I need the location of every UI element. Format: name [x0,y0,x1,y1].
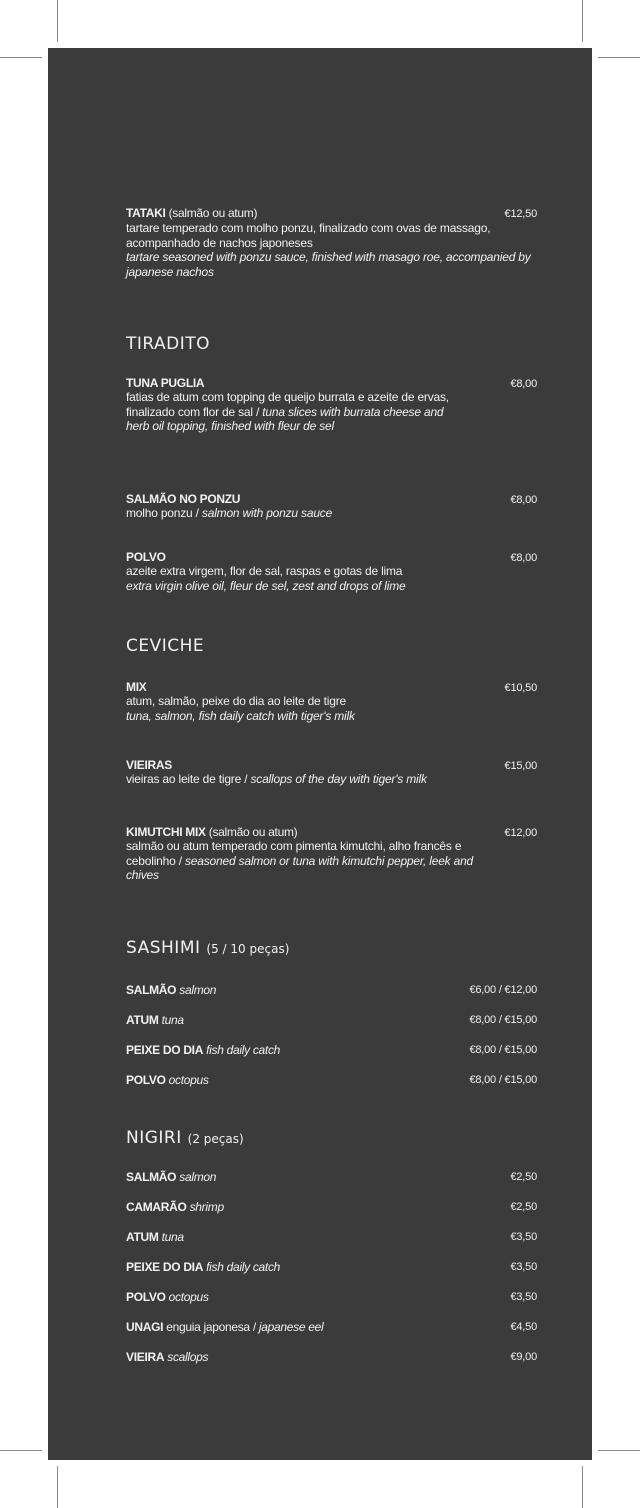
item-price: €2,50 [510,1201,537,1213]
item-desc-en: shrimp [189,1200,224,1214]
section-title-nigiri [126,1128,244,1148]
item-desc-en: tartare seasoned with ponzu sauce, finished with masago roe, accompanied by japanese nachos [126,250,531,279]
item-price: €9,00 [510,1351,537,1363]
item-desc-pt: vieiras ao leite de tigre / [126,772,251,786]
item-price: €15,00 [504,760,537,772]
item-variant: (salmão ou atum) [168,206,258,220]
item-name: VIEIRAS [126,758,172,772]
item-variant: (salmão ou atum) [208,825,298,839]
item-name: KIMUTCHI MIX [126,825,206,839]
item-desc-en: seasoned salmon or tuna with kimutchi pepper, leek and chives [126,853,474,882]
item-price: €12,50 [504,208,537,220]
item-desc-en: octopus [168,1073,209,1087]
item-name: PEIXE DO DIA [126,1043,204,1057]
item-name: TATAKI [126,206,166,220]
item-desc-en: octopus [168,1290,209,1304]
list-item [126,1230,538,1244]
item-price: €8,00 [510,552,537,564]
item-price: €6,00 / €12,00 [469,984,537,996]
item-desc-en: salmon [179,983,217,997]
item-name: TUNA PUGLIA [126,376,205,390]
menu-item-polvo [126,550,538,593]
item-desc-en: fish daily catch [206,1043,281,1057]
item-desc-en: scallops of the day with tiger's milk [250,772,427,786]
crop-mark [0,1450,42,1451]
item-desc-en: japanese eel [258,1320,324,1334]
crop-mark [57,0,58,42]
menu-item-salmao-no-ponzu [126,492,538,521]
item-desc-pt: fatias de atum com topping de queijo burrata e azeite de ervas, finalizado com flor de sal / [126,390,449,419]
item-desc-pt: atum, salmão, peixe do dia ao leite de tigre [126,694,347,708]
item-name: POLVO [126,550,166,564]
item-desc-en: tuna, salmon, fish daily catch with tiger's milk [126,708,355,723]
item-desc-pt: salmão ou atum temperado com pimenta kimutchi, alho francês e cebolinho / [126,839,462,868]
crop-mark [598,1450,640,1451]
menu-item-vieiras [126,758,538,787]
item-desc-en: tuna [161,1230,184,1244]
section-name: SASHIMI [126,938,201,958]
item-price: €10,50 [504,682,537,694]
item-desc-en: salmon with ponzu sauce [201,506,333,520]
item-name: MIX [126,680,147,694]
item-price: €8,00 [510,494,537,506]
list-item [126,1350,538,1364]
item-name: CAMARÃO [126,1200,187,1214]
item-desc-en: tuna slices with burrata cheese and herb oil topping, finished with fleur de sel [126,404,444,433]
section-count: (5 / 10 peças) [206,942,290,956]
item-price: €4,50 [510,1321,537,1333]
menu-panel [48,48,592,1460]
item-price: €8,00 [510,378,537,390]
crop-mark [0,57,42,58]
item-desc-pt: molho ponzu / [126,506,202,520]
item-name: ATUM [126,1230,159,1244]
item-desc-en: tuna [161,1013,184,1027]
menu-item-mix [126,680,538,723]
menu-item-tuna-puglia [126,376,538,434]
item-name: VIEIRA [126,1350,165,1364]
item-name: SALMÃO [126,983,177,997]
menu-item-tataki [126,206,538,279]
item-name: ATUM [126,1013,159,1027]
item-desc-en: salmon [179,1170,217,1184]
list-item [126,1170,538,1184]
list-item [126,1260,538,1274]
crop-mark [582,1466,583,1508]
item-name: PEIXE DO DIA [126,1260,204,1274]
list-item [126,1200,538,1214]
item-name: SALMÃO NO PONZU [126,492,241,506]
crop-mark [57,1466,58,1508]
item-price: €8,00 / €15,00 [469,1074,537,1086]
item-price: €8,00 / €15,00 [469,1014,537,1026]
list-item [126,1290,538,1304]
item-price: €12,00 [504,827,537,839]
item-name: UNAGI [126,1320,164,1334]
crop-mark [598,57,640,58]
item-desc-pt: tartare temperado com molho ponzu, finalizado com ovas de massago, acompanhado de nachos japoneses [126,221,491,250]
item-desc-pt: enguia japonesa / [166,1320,259,1334]
menu-item-kimutchi-mix [126,825,538,883]
item-desc-en: extra virgin olive oil, fleur de sel, zest and drops of lime [126,578,406,593]
item-name: POLVO [126,1073,166,1087]
item-price: €3,50 [510,1261,537,1273]
crop-mark [582,0,583,42]
section-count: (2 peças) [187,1132,244,1146]
section-name: NIGIRI [126,1128,182,1148]
item-name: SALMÃO [126,1170,177,1184]
section-title-ceviche: CEVICHE [126,636,205,656]
list-item [126,1320,538,1334]
item-desc-en: scallops [167,1350,209,1364]
item-price: €3,50 [510,1291,537,1303]
section-title-tiradito: TIRADITO [126,334,211,354]
item-price: €8,00 / €15,00 [469,1044,537,1056]
item-price: €3,50 [510,1231,537,1243]
item-price: €2,50 [510,1171,537,1183]
section-title-sashimi [126,938,289,958]
item-desc-en: fish daily catch [206,1260,281,1274]
item-desc-pt: azeite extra virgem, flor de sal, raspas e gotas de lima [126,564,403,578]
item-name: POLVO [126,1290,166,1304]
